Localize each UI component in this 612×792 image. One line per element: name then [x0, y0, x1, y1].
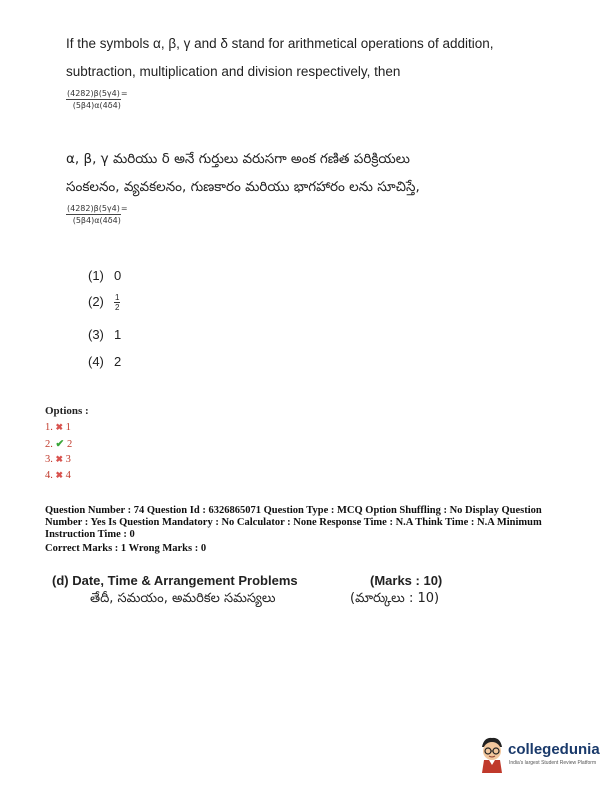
option-item	[45, 470, 71, 481]
expression-denominator: (5β4)α(4δ4)	[72, 216, 121, 225]
choice-2	[88, 293, 120, 312]
option-value: 1	[65, 422, 71, 433]
mascot-icon	[478, 735, 506, 773]
option-label: 4.	[45, 470, 53, 481]
check-icon: ✔	[55, 439, 65, 450]
choice-number: (3)	[88, 327, 104, 342]
option-label: 2.	[45, 439, 53, 450]
choice-fraction	[114, 293, 120, 312]
option-label: 3.	[45, 454, 53, 465]
choice-value: 2	[114, 354, 122, 369]
choice-value: 0	[114, 268, 122, 283]
choice-frac-top: 1	[115, 293, 120, 302]
section-marks-telugu: (మార్కులు : 10)	[350, 591, 440, 606]
choice-1	[88, 268, 121, 283]
option-item	[45, 422, 71, 433]
collegedunia-logo	[478, 735, 603, 775]
option-item	[45, 438, 72, 450]
expression-equals: =	[120, 89, 128, 98]
logo-name: collegedunia	[508, 741, 600, 758]
section-marks: (Marks : 10)	[370, 573, 443, 588]
choice-4	[88, 354, 121, 369]
expression-numerator: (4282)β(5γ4)	[67, 204, 120, 213]
wrong-icon: ✖	[55, 470, 64, 480]
section-title: (d) Date, Time & Arrangement Problems	[52, 573, 298, 588]
logo-tagline: India's largest Student Review Platform	[509, 760, 597, 766]
option-value: 4	[65, 470, 71, 481]
choice-3	[88, 327, 121, 342]
expression-denominator: (5β4)α(4δ4)	[72, 101, 121, 110]
choice-number: (2)	[88, 293, 104, 309]
choice-value: 1	[114, 327, 122, 342]
option-value: 2	[66, 439, 73, 450]
question-telugu-line1: α, β, γ మరియు δ అనే గుర్తులు వరుసగా అంక గణిత పరిక్రియలు	[66, 151, 410, 167]
question-english-line1: If the symbols α, β, γ and δ stand for arithmetical operations of addition,	[66, 36, 494, 51]
expression-equals: =	[120, 204, 128, 213]
question-meta: Question Number : 74 Question Id : 6326865071 Question Type : MCQ Option Shuffling : No Display Question Number : Yes Is Question Mandatory : No Calculator : None Response Time : N.A Think Time : N.A Minimum Instruction Time : 0	[45, 505, 542, 540]
marks-info: Correct Marks : 1 Wrong Marks : 0	[45, 543, 207, 554]
question-english-line2: subtraction, multiplication and division respectively, then	[66, 64, 401, 79]
option-item	[45, 454, 71, 465]
choice-number: (1)	[88, 268, 104, 283]
expression-fraction	[66, 89, 128, 110]
wrong-icon: ✖	[55, 454, 64, 464]
choice-frac-bottom: 2	[115, 303, 120, 312]
question-telugu-line2: సంకలనం, వ్యవకలనం, గుణకారం మరియు భాగహారం లను సూచిస్తే,	[66, 179, 420, 195]
section-title-telugu: తేదీ, సమయం, అమరికల సమస్యలు	[90, 591, 276, 606]
options-heading: Options :	[45, 405, 89, 417]
wrong-icon: ✖	[55, 422, 64, 432]
option-label: 1.	[45, 422, 53, 433]
expression-numerator: (4282)β(5γ4)	[67, 89, 120, 98]
option-value: 3	[65, 454, 71, 465]
expression-fraction-telugu	[66, 204, 128, 225]
choice-number: (4)	[88, 354, 104, 369]
